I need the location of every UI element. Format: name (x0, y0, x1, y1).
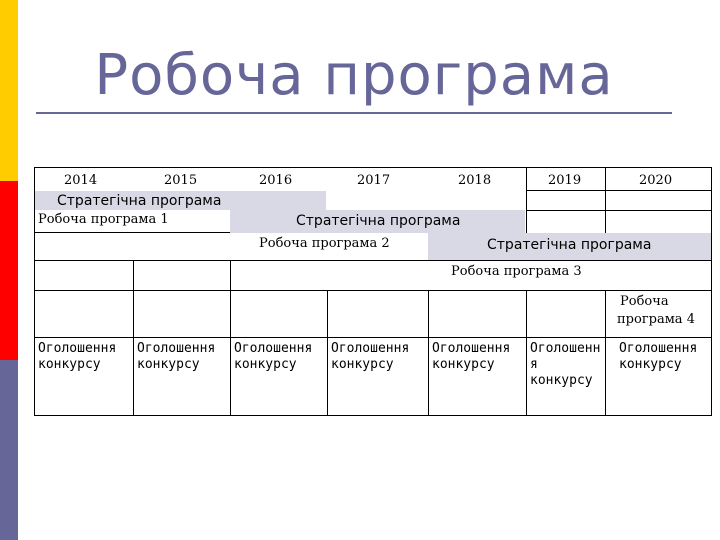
year-2018: 2018 (458, 173, 492, 188)
announcement-2017: Оголошення конкурсу (331, 341, 410, 372)
year-2020: 2020 (639, 173, 673, 188)
col-line (133, 260, 134, 416)
col-line (605, 290, 606, 416)
year-2017: 2017 (357, 173, 391, 188)
strategic-program-3: Стратегічна програма (487, 237, 652, 253)
row-line (34, 290, 712, 291)
row-line (34, 260, 712, 261)
work-program-3: Робоча програма 3 (451, 264, 582, 279)
year-2019: 2019 (548, 173, 582, 188)
col-line (605, 167, 606, 233)
work-program-4-line1: Робоча (620, 294, 669, 309)
col-line (526, 167, 527, 233)
announcement-2015: Оголошення конкурсу (137, 341, 216, 372)
col-line (327, 290, 328, 416)
slide-title: Робоча програма (94, 43, 614, 108)
col-line (526, 290, 527, 416)
announcement-2016: Оголошення конкурсу (234, 341, 313, 372)
row-line (34, 232, 230, 233)
strategic-program-2: Стратегічна програма (296, 213, 461, 229)
strategic-program-1: Стратегічна програма (57, 193, 222, 209)
row-line (526, 190, 712, 191)
announcement-2020: Оголошення конкурсу (619, 341, 698, 372)
row-line (34, 337, 712, 338)
year-2014: 2014 (64, 173, 98, 188)
announcement-2014: Оголошення конкурсу (38, 341, 117, 372)
work-program-2: Робоча програма 2 (259, 236, 390, 251)
year-2016: 2016 (259, 173, 293, 188)
col-line (711, 167, 712, 416)
announcement-2018: Оголошення конкурсу (432, 341, 511, 372)
col-line (230, 260, 231, 416)
row-line (526, 210, 712, 211)
table-bottom-line (34, 415, 712, 416)
work-program-4-line2: програма 4 (617, 312, 695, 327)
col-line (34, 167, 35, 416)
year-2015: 2015 (164, 173, 198, 188)
table-top-line (34, 167, 712, 168)
work-program-1: Робоча програма 1 (38, 212, 169, 227)
announcement-2019: Оголошенн я конкурсу (530, 341, 601, 388)
col-line (428, 290, 429, 416)
